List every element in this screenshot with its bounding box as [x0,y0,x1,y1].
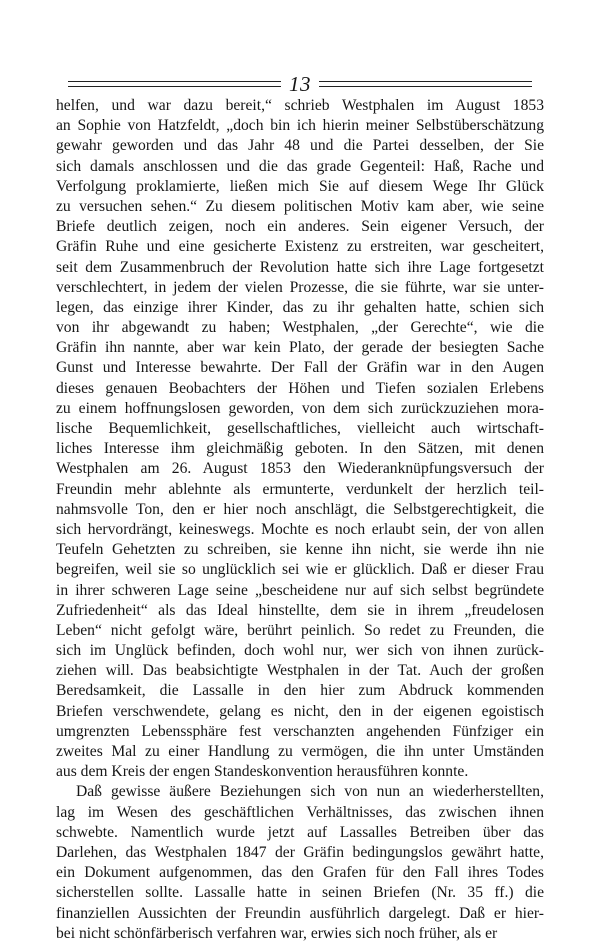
header-rule-right [319,81,532,87]
text-line: gewahr geworden und das Jahr 48 und die Partei desselben, der Sie [56,137,544,155]
text-line: in ihrer schweren Lage seine „bescheidene nur auf sich selbst begründete [56,581,544,599]
text-line: schwebte. Namentlich wurde jetzt auf Lassalles Betreiben über das [56,823,544,841]
text-line: ein Dokument aufgenommen, das den Grafen für den Fall ihres Todes [56,864,544,882]
text-line: von ihr abgewandt zu haben; Westphalen, „der Gerechte“, wie die [56,319,544,337]
paragraph [56,782,544,944]
text-line: ziehen will. Das beabsichtigte Westphalen in der Tat. Auch der großen [56,662,544,680]
text-line: sich hervordrängt, keineswegs. Mochte es noch erlaubt sein, der von allen [56,520,544,538]
text-line: finanziellen Aussichten der Freundin ausführlich dargelegt. Daß er hier- [56,904,544,922]
text-line: sicherstellen sollte. Lassalle hatte in seinen Briefen (Nr. 35 ff.) die [56,884,544,902]
text-line: lische Bequemlichkeit, gesellschaftliches, vielleicht auch wirtschaft- [56,420,544,437]
text-line: aus dem Kreis der engen Standeskonvention herausführen konnte. [56,763,469,781]
paragraph [56,96,544,782]
text-line: zu einem hoffnungslosen geworden, von dem sich zurückzuziehen mora- [56,399,544,417]
text-line: zweites Mal zu einer Handlung zu vermögen, die ihn unter Umständen [56,743,544,760]
text-line: sich im Unglück befinden, doch wohl nur, wer sich von ihnen zurück- [56,642,544,660]
header-rule-left [68,81,281,87]
text-line: Beredsamkeit, die Lassalle in den hier zum Abdruck kommenden [56,682,544,700]
text-line: umgrenzten Lebenssphäre fest verschanzten angehenden Fünfziger ein [56,722,544,740]
text-line: Gunst und Interesse bewahrte. Der Fall der Gräfin war in den Augen [56,359,544,377]
text-line: an Sophie von Hatzfeldt, „doch bin ich hierin meiner Selbstüberschätzung [56,117,544,135]
text-line: seit dem Zusammenbruch der Revolution hatte sich ihre Lage fortgesetzt [56,258,544,276]
text-line: nahmsvolle Ton, den er hier noch anschlägt, die Selbstgerechtigkeit, die [56,500,544,518]
text-line: lag im Wesen des geschäftlichen Verhältnisses, das zwischen ihnen [56,803,544,821]
text-line: Freundin mehr ablehnte als ermunterte, verdunkelt der herzlich teil- [56,480,544,498]
text-line: verschlechtert, in jedem der vielen Prozesse, die sie führte, war sie unter- [56,278,544,296]
text-line: begreifen, weil sie so unglücklich sei wie er glücklich. Daß er dieser Frau [56,561,544,579]
text-line: Gräfin ihn nannte, aber war kein Plato, der gerade der besiegten Sache [56,339,544,357]
text-line: Briefen verschwendete, gelang es nicht, den in der eigenen egoistisch [56,702,544,720]
page-number: 13 [289,72,311,96]
text-line: dieses genauen Beobachters der Höhen und Tiefen sozialen Erlebens [56,379,544,397]
text-line: Briefe deutlich zeigen, noch ein anderes. Sein eigener Versuch, der [56,218,544,236]
text-line: legen, das einzige ihrer Kinder, das zu ihr gehalten hatte, schien sich [56,298,544,316]
text-line: Darlehen, das Westphalen 1847 der Gräfin bedingungslos gewährt hatte, [56,843,544,861]
text-line: helfen, und war dazu bereit,“ schrieb Westphalen im August 1853 [56,97,544,114]
text-line: Daß gewisse äußere Beziehungen sich von nun an wiederherstellten, [76,783,544,801]
text-line: Teufeln Gehetzten zu schreiben, sie kenne ihn nicht, sie werde ihn nie [56,541,544,559]
text-line: sich damals anschlossen und die das grade Gegenteil: Haß, Rache und [56,157,544,175]
text-line: Westphalen am 26. August 1853 den Wiederanknüpfungsversuch der [56,460,544,478]
text-line: bei nicht schönfärberisch verfahren war, erwies sich noch früher, als er [56,924,498,942]
text-line: Gräfin Ruhe und eine gesicherte Existenz zu erstreiten, war gescheitert, [56,238,544,256]
text-line: Verfolgung proklamierte, ließen mich Sie auf diesem Wege Ihr Glück [56,177,544,195]
text-line: Zufriedenheit“ als das Ideal hinstellte, dem sie in ihrem „freudelosen [56,601,544,619]
page-header [68,74,532,94]
text-line: zu versuchen sehen.“ Zu diesem politischen Motiv kam aber, wie seine [56,197,544,215]
body-text [56,96,544,944]
text-line: Leben“ nicht gefolgt wäre, berührt peinlich. So redet zu Freunden, die [56,621,544,639]
text-line: liches Interesse ihm gleichmäßig geboten. In den Sätzen, mit denen [56,440,544,458]
